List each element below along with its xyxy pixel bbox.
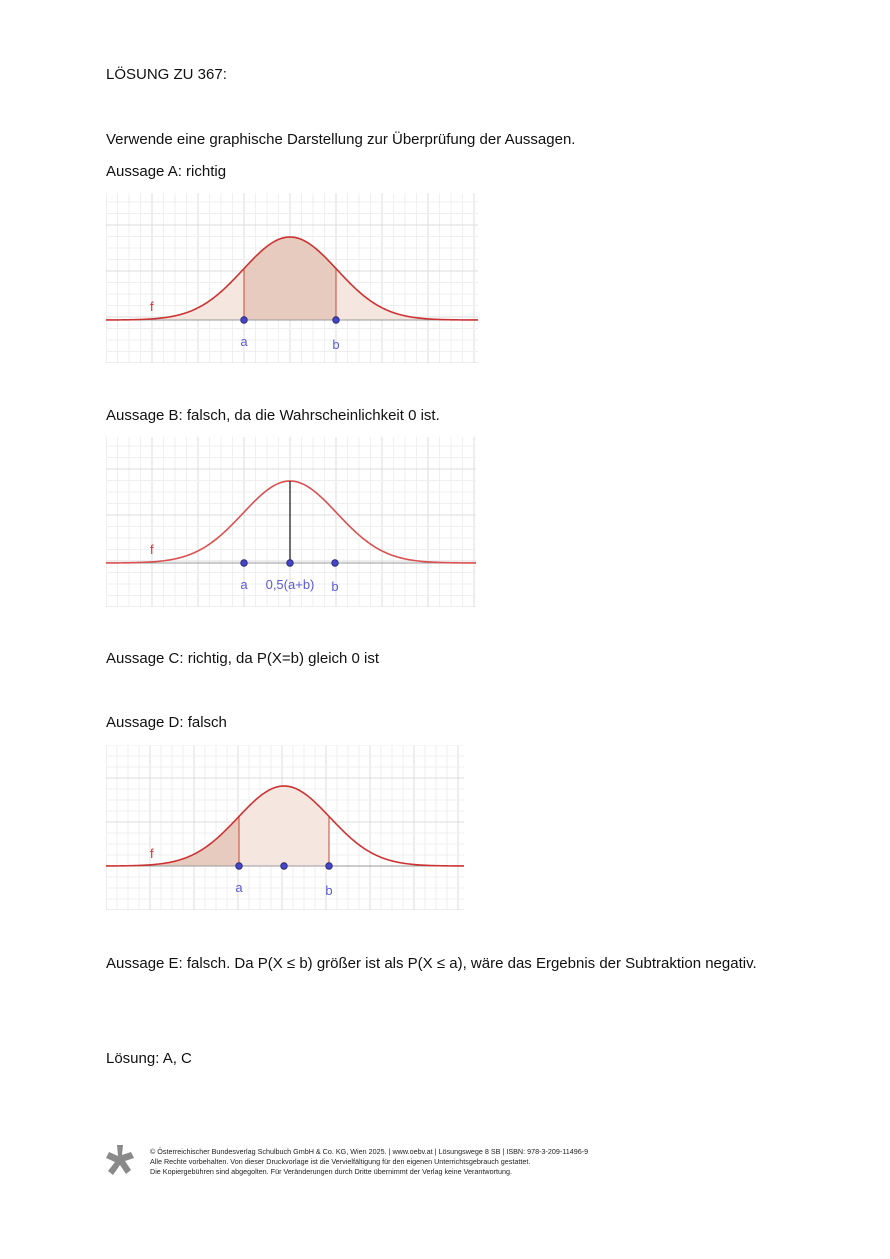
page-heading: LÖSUNG ZU 367:	[106, 66, 227, 83]
statement-a: Aussage A: richtig	[106, 163, 227, 180]
point-mid	[281, 863, 288, 870]
graph-b	[106, 437, 476, 607]
point-a	[241, 317, 248, 324]
statement-d: Aussage D: falsch	[106, 714, 227, 731]
statement-c: Aussage C: richtig, da P(X=b) gleich 0 ist	[106, 650, 380, 667]
mid-label: 0,5(a+b)	[265, 577, 315, 592]
point-a	[236, 863, 243, 870]
b-label: b	[331, 579, 339, 594]
footer-line-2: Alle Rechte vorbehalten. Von dieser Druckvorlage ist die Vervielfältigung für den eigenen Unterrichtsgebrauch gestattet.	[150, 1157, 531, 1166]
graph-a	[106, 193, 478, 363]
a-label: a	[240, 334, 248, 349]
statement-b: Aussage B: falsch, da die Wahrscheinlichkeit 0 ist.	[106, 407, 440, 424]
f-label: f	[150, 846, 154, 861]
b-label: b	[332, 337, 340, 352]
statement-e: Aussage E: falsch. Da P(X ≤ b) größer ist als P(X ≤ a), wäre das Ergebnis der Subtraktion negativ.	[106, 955, 757, 972]
footer-line-3: Die Kopiergebühren sind abgegolten. Für Veränderungen durch Dritte übernimmt der Verlag keine Verantwortung.	[150, 1167, 512, 1176]
point-mid	[287, 560, 294, 567]
point-b	[333, 317, 340, 324]
f-label: f	[150, 542, 154, 557]
a-label: a	[240, 577, 248, 592]
intro-text: Verwende eine graphische Darstellung zur Überprüfung der Aussagen.	[106, 131, 576, 148]
b-label: b	[325, 883, 333, 898]
a-label: a	[235, 880, 243, 895]
left-tail-fill	[146, 816, 239, 866]
footer-line-1: © Österreichischer Bundesverlag Schulbuch GmbH & Co. KG, Wien 2025. | www.oebv.at | Lösungswege 8 SB | ISBN: 978-3-209-11496-9	[150, 1147, 589, 1156]
graph-d	[106, 745, 464, 910]
point-b	[326, 863, 333, 870]
point-a	[241, 560, 248, 567]
publisher-logo	[104, 1144, 136, 1176]
point-b	[332, 560, 339, 567]
f-label: f	[150, 299, 154, 314]
area-fill	[244, 237, 336, 320]
density-curve	[106, 481, 476, 563]
solution-text: Lösung: A, C	[106, 1050, 192, 1067]
footer	[150, 1147, 588, 1177]
